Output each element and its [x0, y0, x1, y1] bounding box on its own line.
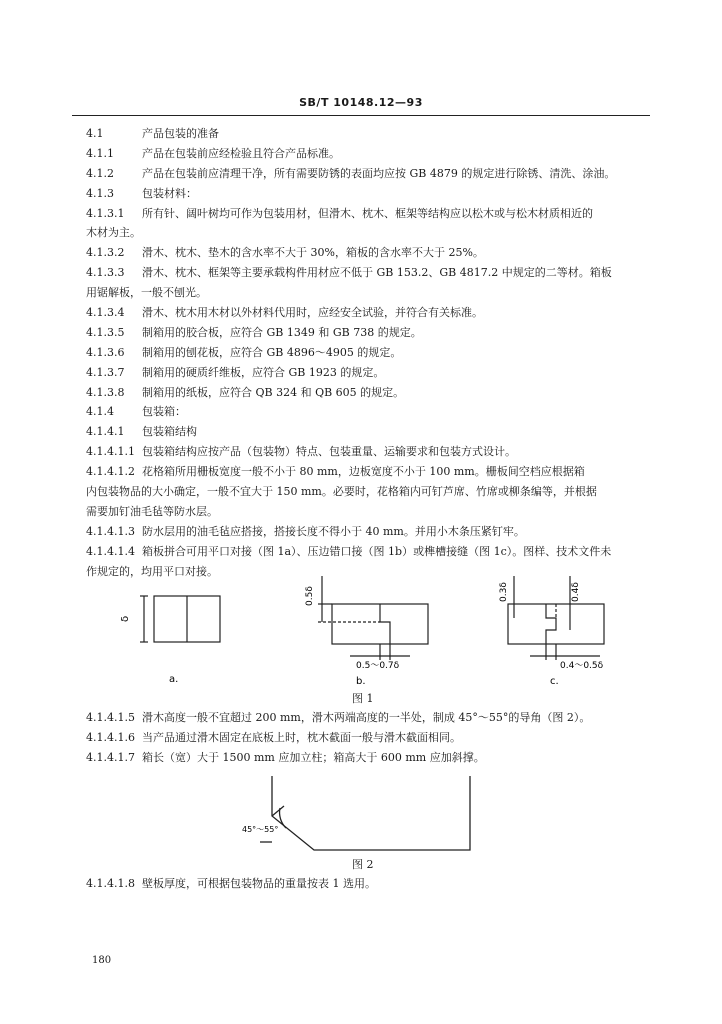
clause-text: 壁板厚度，可根据包装物品的重量按表 1 选用。: [142, 877, 376, 890]
clause-text: 防水层用的油毛毡应搭接，搭接长度不得小于 40 mm。并用小木条压紧钉牢。: [142, 524, 525, 538]
clause-text: 产品包装的准备: [142, 127, 219, 140]
clause-number: 4.1.3.6: [86, 345, 125, 359]
clause-line: [86, 502, 646, 522]
fig1-dim-c-v1: 0.3δ: [499, 582, 509, 602]
clause-line: [86, 343, 646, 363]
clause-text: 制箱用的纸板，应符合 QB 324 和 QB 605 的规定。: [142, 385, 405, 399]
clause-number: 4.1.3: [86, 186, 114, 200]
fig1-label-c: c.: [550, 676, 559, 687]
clause-text: 包装箱结构应按产品（包装物）特点、包装重量、运输要求和包装方式设计。: [142, 445, 516, 459]
clause-text: 滑木高度一般不宜超过 200 mm，滑木两端高度的一半处，制成 45°～55°的导角（图 2）。: [142, 711, 591, 724]
clause-number: 4.1.3.3: [86, 266, 125, 280]
fig1-dim-c-h: 0.4～0.5δ: [560, 661, 604, 671]
clause-number: 4.1.4.1.3: [86, 524, 135, 538]
clause-number: 4.1.4.1.5: [86, 711, 135, 724]
clause-line: [86, 442, 646, 462]
fig1-dim-c-v2: 0.4δ: [571, 582, 581, 602]
fig1-dim-b-v: 0.5δ: [305, 586, 315, 606]
clause-line: [86, 164, 646, 184]
clause-number: 4.1.4.1.4: [86, 544, 135, 558]
clause-number: 4.1.3.4: [86, 306, 125, 320]
page-number: 180: [92, 955, 112, 966]
clause-line: [86, 748, 646, 768]
clause-line: [86, 303, 646, 323]
clause-text: 包装箱：: [142, 405, 186, 419]
clause-line: [86, 522, 646, 542]
standard-header: SB/T 10148.12—93: [299, 96, 423, 109]
clause-text: 内包装物品的大小确定，一般不宜大于 150 mm。必要时，花格箱内可钉芦席、竹席或柳条编等，并根据: [86, 485, 597, 499]
clause-text: 木材为主。: [86, 226, 141, 240]
clause-line: [86, 462, 646, 482]
clause-number: 4.1.4.1.7: [86, 750, 135, 764]
clause-text: 当产品通过滑木固定在底板上时，枕木截面一般与滑木截面相同。: [142, 730, 461, 744]
clause-line: [86, 184, 646, 204]
figure-1-caption: 图 1: [352, 692, 374, 705]
clause-text: 作规定的，均用平口对接。: [86, 564, 218, 578]
clause-number: 4.1.4.1.1: [86, 445, 135, 459]
figure-2: [238, 772, 478, 854]
clause-line: [86, 223, 646, 243]
clause-number: 4.1.4.1.6: [86, 730, 135, 744]
clause-line: [86, 728, 646, 748]
clause-text: 制箱用的胶合板，应符合 GB 1349 和 GB 738 的规定。: [142, 325, 422, 339]
clause-line: [86, 323, 646, 343]
clause-text: 用锯解板，一般不刨光。: [86, 286, 207, 300]
clause-line: [86, 708, 646, 728]
clause-text: 滑木、枕木、垫木的含水率不大于 30%，箱板的含水率不大于 25%。: [142, 246, 484, 260]
clause-line: [86, 263, 646, 283]
clause-text: 需要加钉油毛毡等防水层。: [86, 504, 218, 518]
clause-number: 4.1.2: [86, 166, 114, 180]
fig1-dim-a: δ: [120, 615, 131, 622]
clause-number: 4.1.4.1.2: [86, 465, 135, 479]
clauses-block-b: [86, 708, 646, 768]
header-rule: [72, 115, 650, 116]
clause-number: 4.1.1: [86, 146, 114, 160]
clause-line: [86, 542, 646, 562]
figure-2-caption: 图 2: [352, 858, 374, 871]
clause-text: 产品在包装前应清理干净，所有需要防锈的表面均应按 GB 4879 的规定进行除锈、清洗、涂油。: [142, 166, 616, 180]
clause-line: [86, 383, 646, 403]
clause-number: 4.1.3.5: [86, 325, 125, 339]
clause-number: 4.1.3.8: [86, 385, 125, 399]
fig1-label-b: b.: [356, 676, 366, 687]
clause-text: 所有针、阔叶树均可作为包装用材，但滑木、枕木、框架等结构应以松木或与松木材质相近的: [142, 206, 593, 220]
clause-number: 4.1.4.1.8: [86, 877, 135, 890]
clause-text: 包装材料：: [142, 186, 197, 200]
clause-line: [86, 124, 646, 144]
clause-text: 包装箱结构: [142, 425, 197, 439]
clause-text: 滑木、枕木用木材以外材料代用时，应经安全试验，并符合有关标准。: [142, 306, 483, 320]
clause-number: 4.1: [86, 127, 104, 140]
clause-line: [86, 402, 646, 422]
clause-line: [86, 363, 646, 383]
fig1-dim-b-h: 0.5～0.7δ: [356, 661, 400, 671]
clause-line: [86, 243, 646, 263]
clause-number: 4.1.3.1: [86, 206, 125, 220]
clause-number: 4.1.4.1: [86, 425, 125, 439]
clause-text: 箱长（宽）大于 1500 mm 应加立柱；箱高大于 600 mm 应加斜撑。: [142, 750, 485, 764]
clause-line: [86, 422, 646, 442]
clause-text: 滑木、枕木、框架等主要承载构件用材应不低于 GB 153.2、GB 4817.2 中规定的二等材。箱板: [142, 266, 612, 280]
clause-number: 4.1.4: [86, 405, 114, 419]
figure-1: [100, 568, 620, 690]
clause-4-1-4-1-8: [86, 874, 646, 894]
clause-text: 花格箱所用栅板宽度一般不小于 80 mm，边板宽度不小于 100 mm。栅板间空档应根据箱: [142, 465, 585, 479]
clause-text: 箱板拼合可用平口对接（图 1a）、压边错口接（图 1b）或榫槽接缝（图 1c）。图样、技术文件未: [142, 544, 612, 558]
fig1-label-a: a.: [169, 674, 179, 685]
clauses-block-a: [86, 124, 646, 581]
clause-line: [86, 283, 646, 303]
fig2-angle-label: 45°～55°: [242, 825, 279, 834]
clause-line: [86, 144, 646, 164]
clause-number: 4.1.3.2: [86, 246, 125, 260]
clause-text: 制箱用的刨花板，应符合 GB 4896～4905 的规定。: [142, 345, 402, 359]
clause-line: [86, 204, 646, 224]
clause-line: [86, 482, 646, 502]
clause-text: 产品在包装前应经检验且符合产品标准。: [142, 146, 340, 160]
clause-text: 制箱用的硬质纤维板，应符合 GB 1923 的规定。: [142, 365, 385, 379]
clause-number: 4.1.3.7: [86, 365, 125, 379]
